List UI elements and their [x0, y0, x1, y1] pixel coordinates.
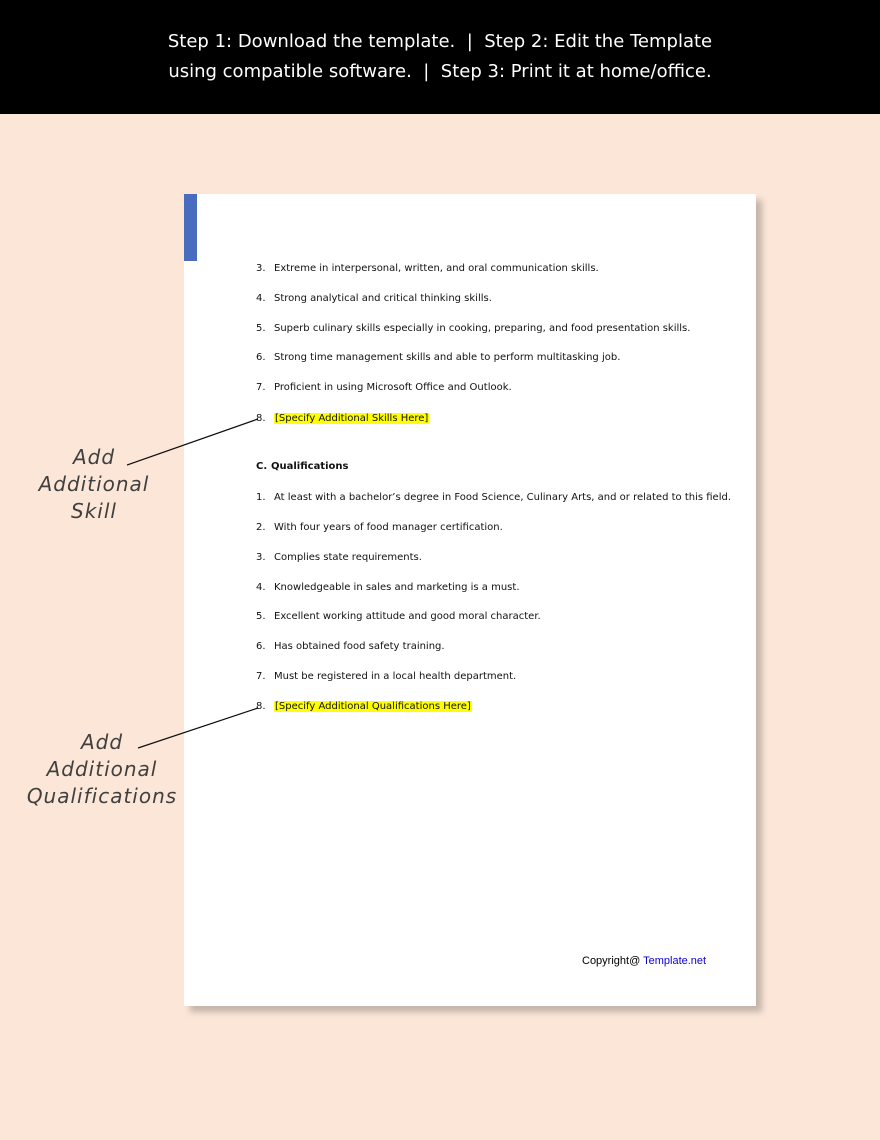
item-number: 3.: [256, 552, 266, 563]
callout-line: Qualifications: [26, 784, 178, 808]
banner-line-2: using compatible software. | Step 3: Print it at home/office.: [168, 61, 712, 82]
item-text: Knowledgeable in sales and marketing is a must.: [274, 582, 520, 593]
item-number: 3.: [256, 263, 266, 274]
item-number: 6.: [256, 641, 266, 652]
additional-qualifications-placeholder[interactable]: [Specify Additional Qualifications Here]: [275, 701, 471, 712]
item-number: 4.: [256, 293, 266, 304]
section-letter: C.: [256, 461, 268, 472]
item-number: 7.: [256, 671, 266, 682]
item-number: 4.: [256, 582, 266, 593]
item-text: Strong time management skills and able to perform multitasking job.: [274, 352, 621, 363]
item-text: Has obtained food safety training.: [274, 641, 445, 652]
item-number: 6.: [256, 352, 266, 363]
add-qualifications-callout: [22, 729, 182, 810]
callout-line: Additional: [46, 757, 158, 781]
item-text: At least with a bachelor’s degree in Food Science, Culinary Arts, and or related to this field.: [274, 492, 732, 503]
callout-line: Add: [72, 445, 116, 469]
item-text: Complies state requirements.: [274, 552, 422, 563]
additional-skills-placeholder[interactable]: [Specify Additional Skills Here]: [275, 413, 429, 424]
section-title: Qualifications: [271, 461, 349, 472]
item-number: 5.: [256, 323, 266, 334]
item-text: Must be registered in a local health department.: [274, 671, 517, 682]
item-text: Excellent working attitude and good moral character.: [274, 611, 541, 622]
item-number: 1.: [256, 492, 266, 503]
item-number: 5.: [256, 611, 266, 622]
add-skill-callout: [28, 444, 160, 525]
copyright-label: Copyright@: [582, 955, 644, 967]
item-number: 8.: [256, 413, 266, 424]
item-text: With four years of food manager certification.: [274, 522, 503, 533]
item-text: Extreme in interpersonal, written, and oral communication skills.: [274, 263, 599, 274]
item-text: Strong analytical and critical thinking skills.: [274, 293, 492, 304]
template-net-link[interactable]: Template.net: [643, 955, 707, 967]
callout-line: Skill: [71, 499, 117, 523]
callout-line: Additional: [38, 472, 150, 496]
banner-line-1: Step 1: Download the template. | Step 2: Edit the Template: [167, 31, 713, 52]
item-text: Superb culinary skills especially in cooking, preparing, and food presentation skills.: [274, 323, 691, 334]
item-text: Proficient in using Microsoft Office and Outlook.: [274, 382, 512, 393]
callout-line: Add: [80, 730, 124, 754]
item-number: 8.: [256, 701, 266, 712]
item-number: 7.: [256, 382, 266, 393]
item-number: 2.: [256, 522, 266, 533]
